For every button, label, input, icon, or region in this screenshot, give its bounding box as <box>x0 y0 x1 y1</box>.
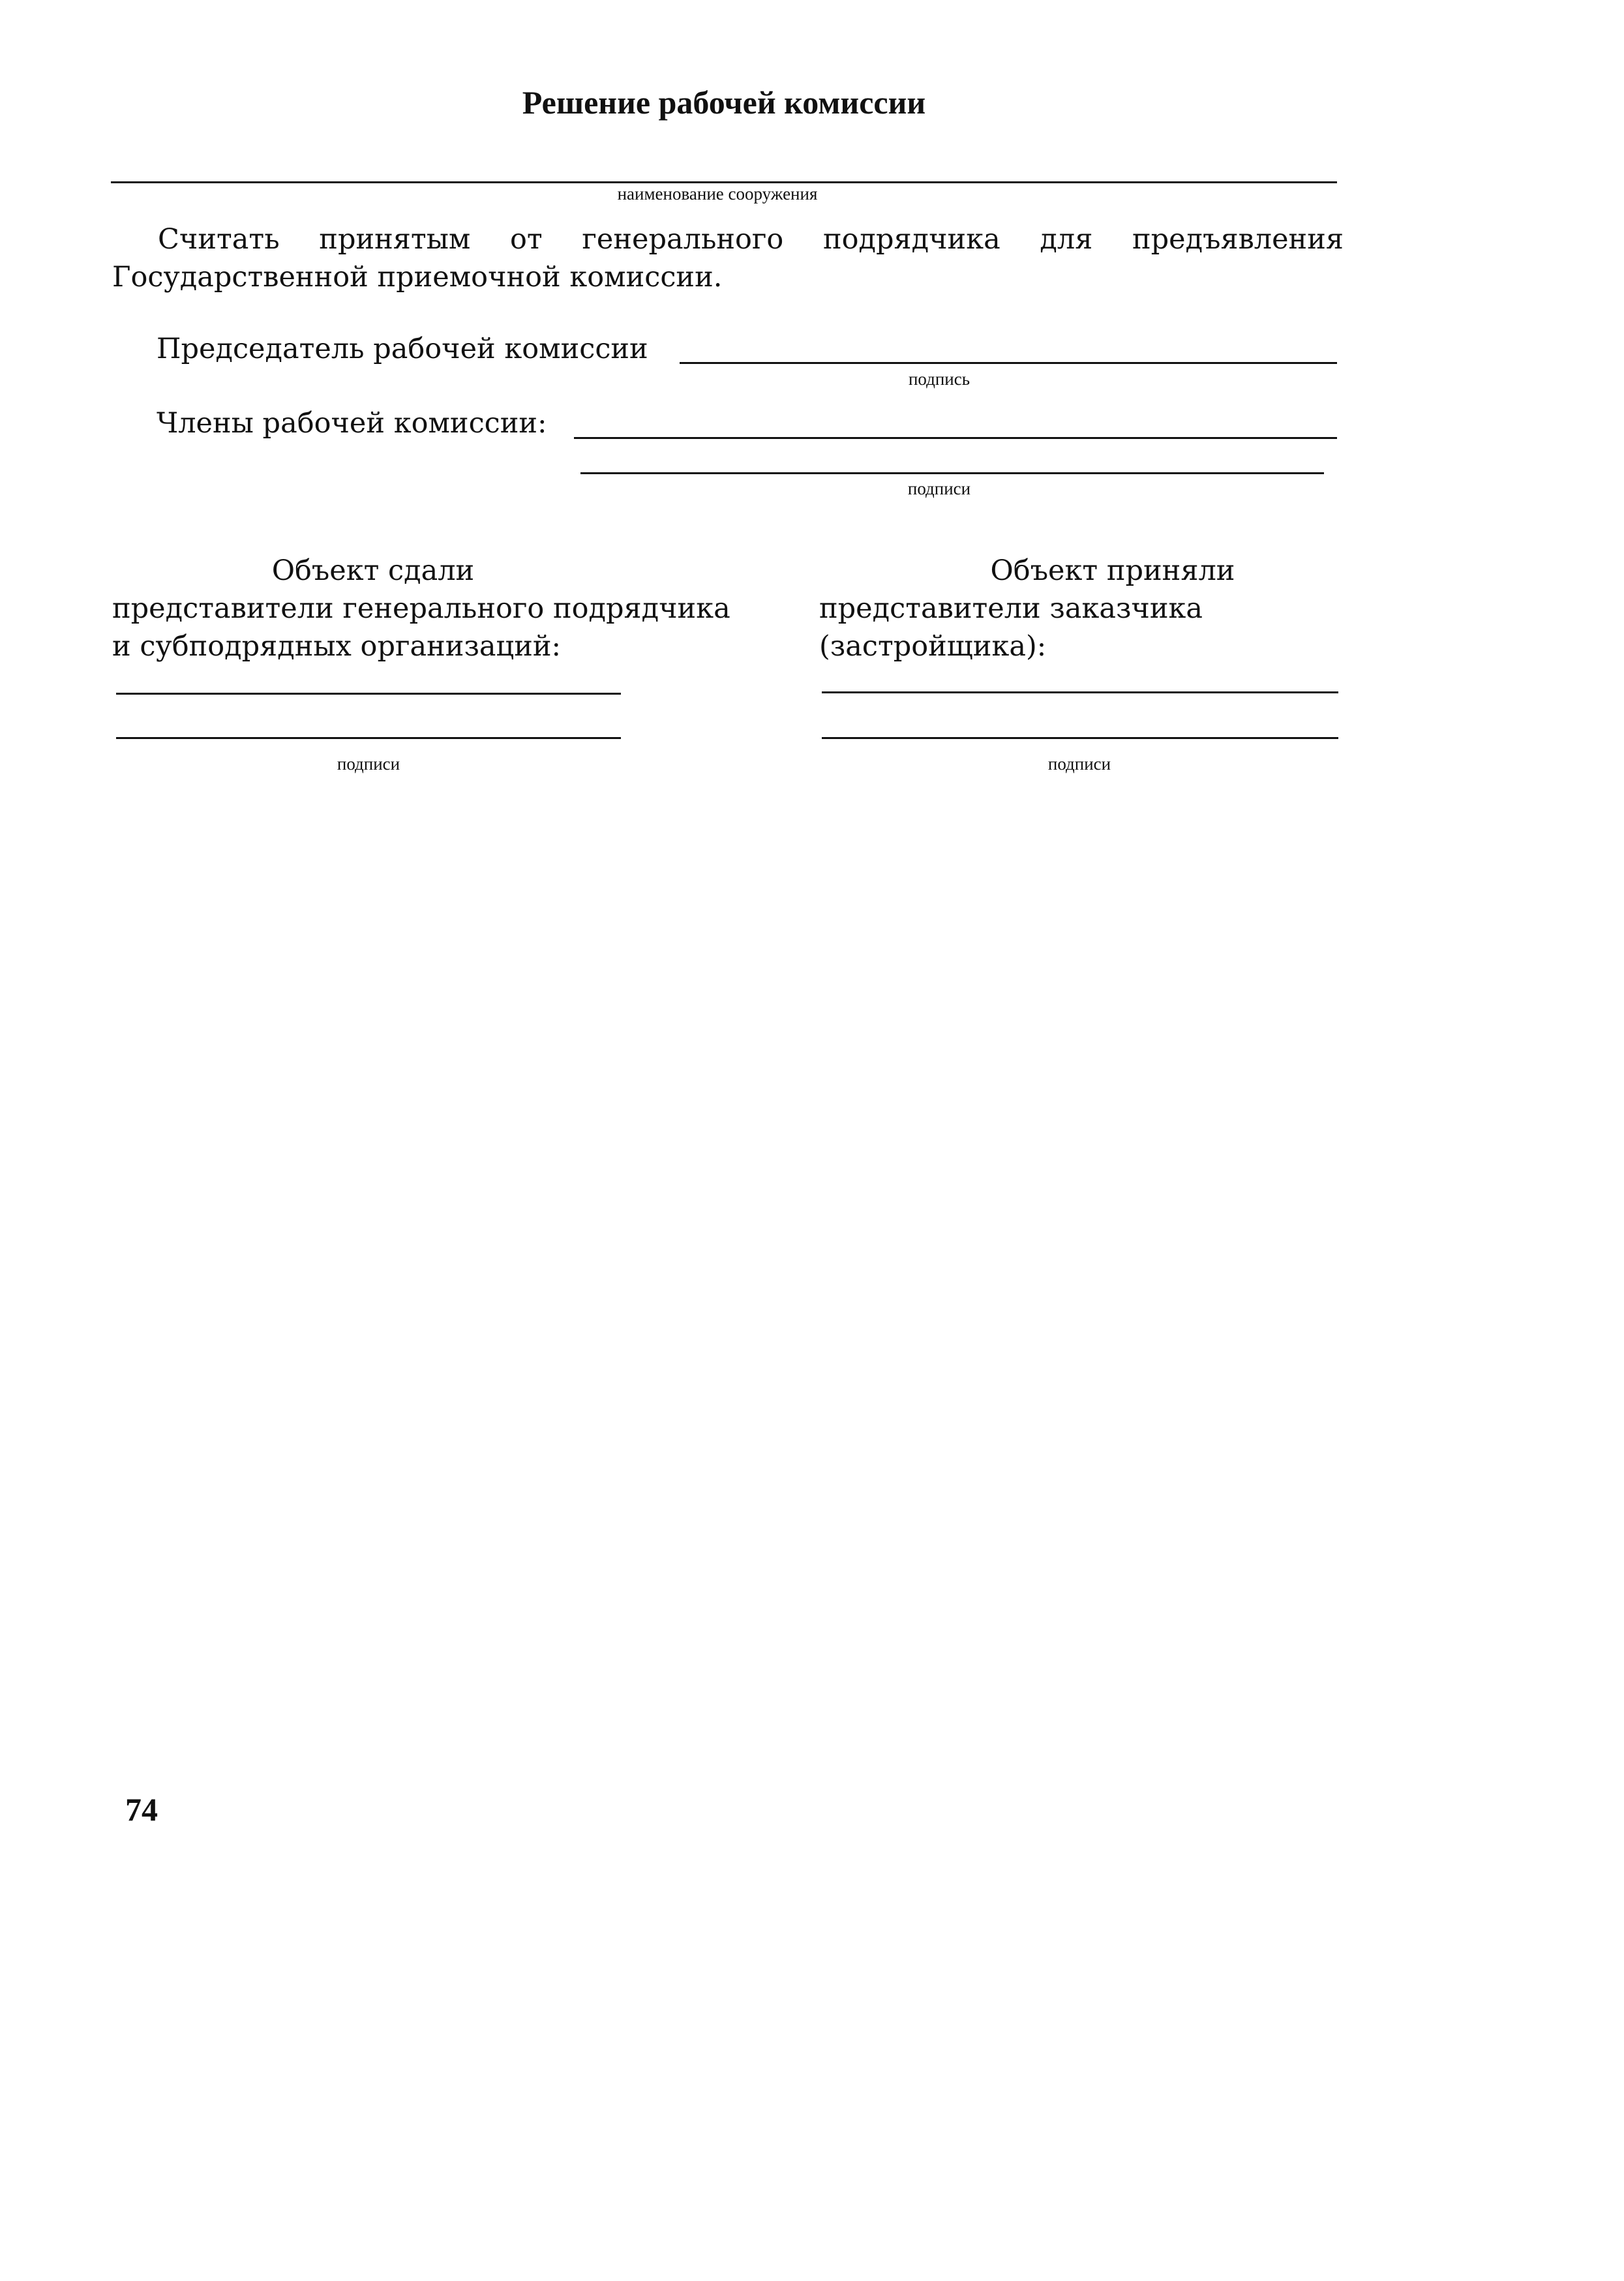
acceptance-line-2: (застройщика): <box>819 630 1047 663</box>
members-signature-caption: подписи <box>907 479 971 498</box>
acceptance-line-1: представители заказчика <box>819 592 1203 625</box>
acceptance-heading: Объект приняли <box>990 554 1235 587</box>
structure-name-line[interactable] <box>111 181 1337 183</box>
acceptance-signature-line-1[interactable] <box>822 691 1338 693</box>
acceptance-signature-line-2[interactable] <box>822 737 1338 739</box>
handover-signature-line-2[interactable] <box>116 737 621 739</box>
handover-signature-line-1[interactable] <box>116 693 621 695</box>
members-signature-line-2[interactable] <box>580 472 1324 474</box>
acceptance-column <box>819 552 1341 665</box>
document-title: Решение рабочей комиссии <box>522 84 926 121</box>
members-label: Члены рабочей комиссии: <box>157 407 547 440</box>
handover-signature-caption: подписи <box>337 754 400 774</box>
decision-paragraph: Считать принятым от генерального подрядчика для предъявления Государственной приемочной комиссии. <box>112 223 1344 294</box>
handover-heading: Объект сдали <box>271 554 475 587</box>
chairman-signature-caption: подпись <box>908 369 970 389</box>
chairman-signature-line[interactable] <box>680 362 1337 364</box>
acceptance-signature-caption: подписи <box>1047 754 1111 774</box>
chairman-label: Председатель рабочей комиссии <box>157 333 648 365</box>
members-signature-line-1[interactable] <box>574 437 1337 439</box>
handover-line-1: представители генерального подрядчика <box>112 592 730 625</box>
structure-name-caption: наименование сооружения <box>617 184 818 204</box>
handover-column <box>112 552 764 665</box>
page-number: 74 <box>125 1791 158 1828</box>
handover-line-2: и субподрядных организаций: <box>112 630 561 663</box>
